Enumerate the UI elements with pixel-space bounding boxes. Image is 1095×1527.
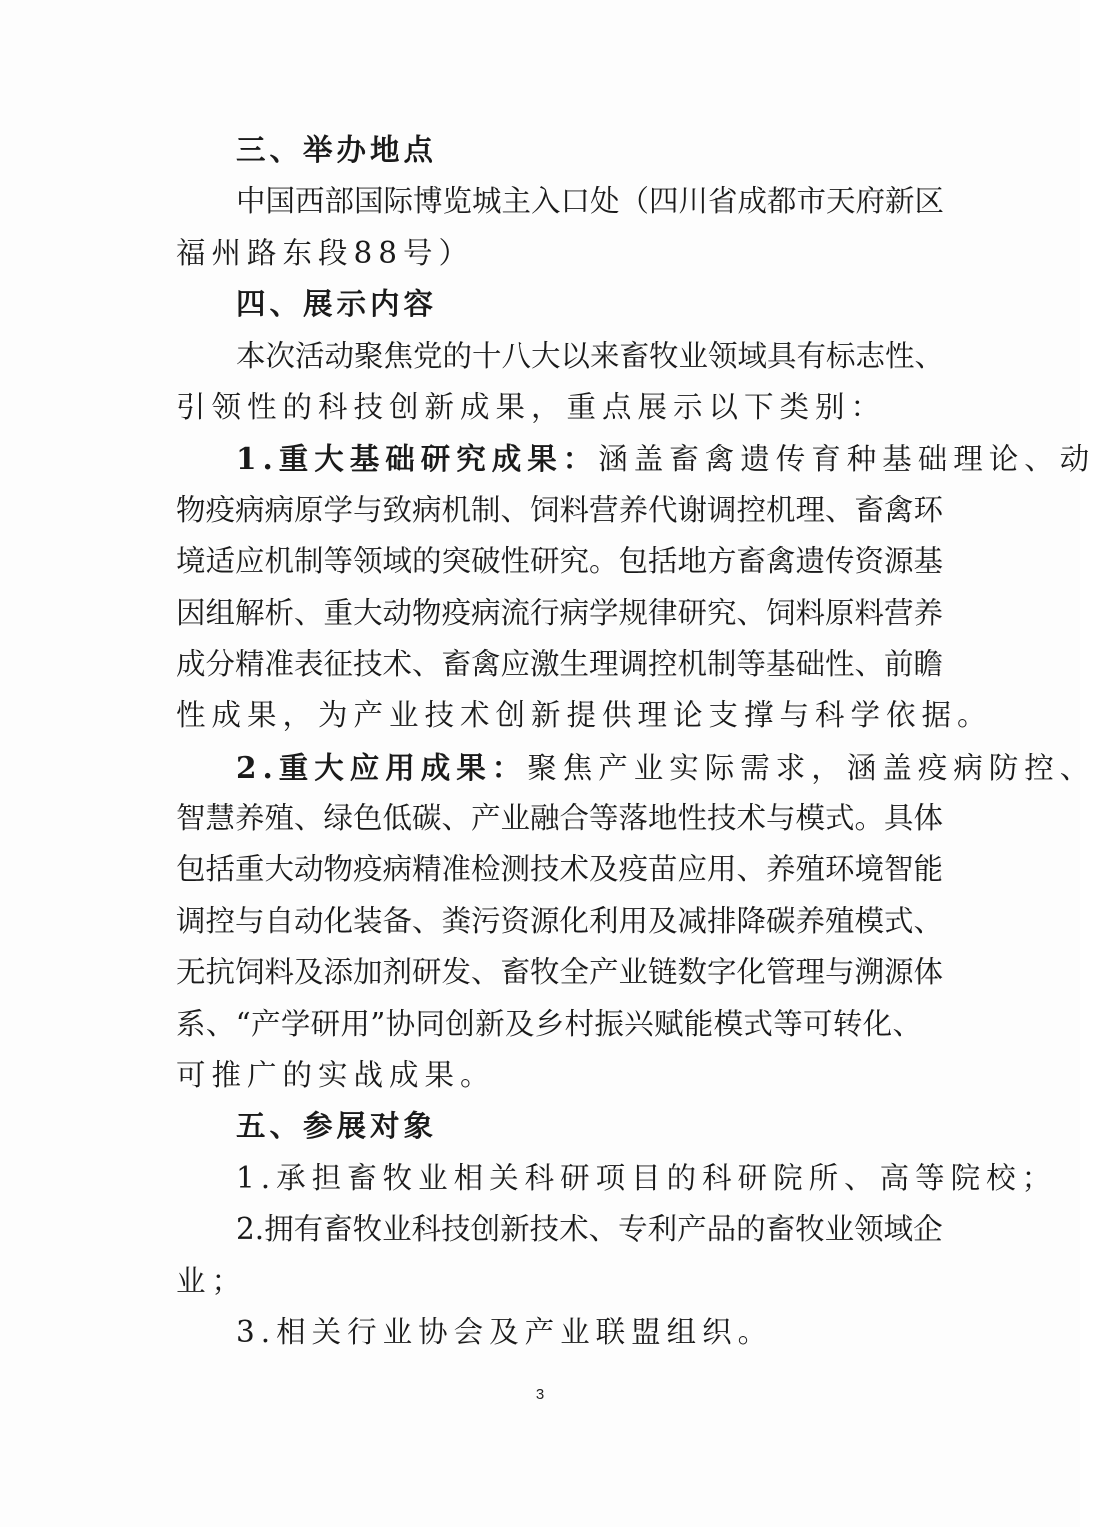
section-4-item-1-label: 1.重大基础研究成果： — [236, 441, 599, 477]
section-4-item-2-line: 系、“产学研用”协同创新及乡村振兴赋能模式等可转化、 — [176, 1006, 922, 1041]
section-5-item-2-line-1: 2.拥有畜牧业科技创新技术、专利产品的畜牧业领域企 — [236, 1212, 943, 1247]
section-4-item-2-line: 调控与自动化装备、粪污资源化利用及减排降碳养殖模式、 — [176, 903, 944, 938]
section-4-item-1-line: 成分精准表征技术、畜禽应激生理调控机制等基础性、前瞻 — [176, 646, 944, 681]
section-4-item-2-first-line — [176, 742, 1095, 793]
section-5-heading: 五、参展对象 — [236, 1109, 438, 1144]
section-4-intro-line-2: 引领性的科技创新成果，重点展示以下类别： — [176, 389, 887, 424]
section-4-item-1-first-line — [176, 433, 1095, 484]
section-4-item-2-line: 包括重大动物疫病精准检测技术及疫苗应用、养殖环境智能 — [176, 852, 944, 887]
section-5-item-3: 3.相关行业协会及产业联盟组织。 — [236, 1314, 774, 1349]
section-4-item-1-line: 境适应机制等领域的突破性研究。包括地方畜禽遗传资源基 — [176, 544, 944, 579]
section-5-item-2-line-2: 业； — [176, 1263, 248, 1298]
section-4-item-1-line: 物疫病病原学与致病机制、饲料营养代谢调控机理、畜禽环 — [176, 492, 944, 527]
section-3-line-2: 福州路东段88号） — [176, 235, 475, 270]
section-5-item-1: 1.承担畜牧业相关科研项目的科研院所、高等院校； — [236, 1160, 1058, 1195]
section-4-item-1-text: 涵盖畜禽遗传育种基础理论、动 — [598, 442, 1095, 477]
page-number: 3 — [535, 1386, 545, 1403]
section-4-item-2-label: 2.重大应用成果： — [236, 749, 528, 785]
section-4-item-1-line: 因组解析、重大动物疫病流行病学规律研究、饲料原料营养 — [176, 595, 944, 630]
section-4-heading: 四、展示内容 — [236, 287, 438, 322]
section-4-item-1-line: 性成果，为产业技术创新提供理论支撑与科学依据。 — [176, 698, 993, 733]
section-4-item-2-line: 智慧养殖、绿色低碳、产业融合等落地性技术与模式。具体 — [176, 801, 944, 836]
section-3-line-1: 中国西部国际博览城主入口处（四川省成都市天府新区 — [236, 184, 945, 219]
document-body — [176, 125, 1095, 1358]
section-4-item-2-line: 可推广的实战成果。 — [176, 1058, 496, 1093]
section-4-item-2-line: 无抗饲料及添加剂研发、畜牧全产业链数字化管理与溯源体 — [176, 955, 944, 990]
section-4-item-2-text: 聚焦产业实际需求，涵盖疫病防控、 — [527, 750, 1095, 785]
section-4-intro-line-1: 本次活动聚焦党的十八大以来畜牧业领域具有标志性、 — [236, 338, 945, 373]
section-3-heading: 三、举办地点 — [236, 133, 438, 167]
